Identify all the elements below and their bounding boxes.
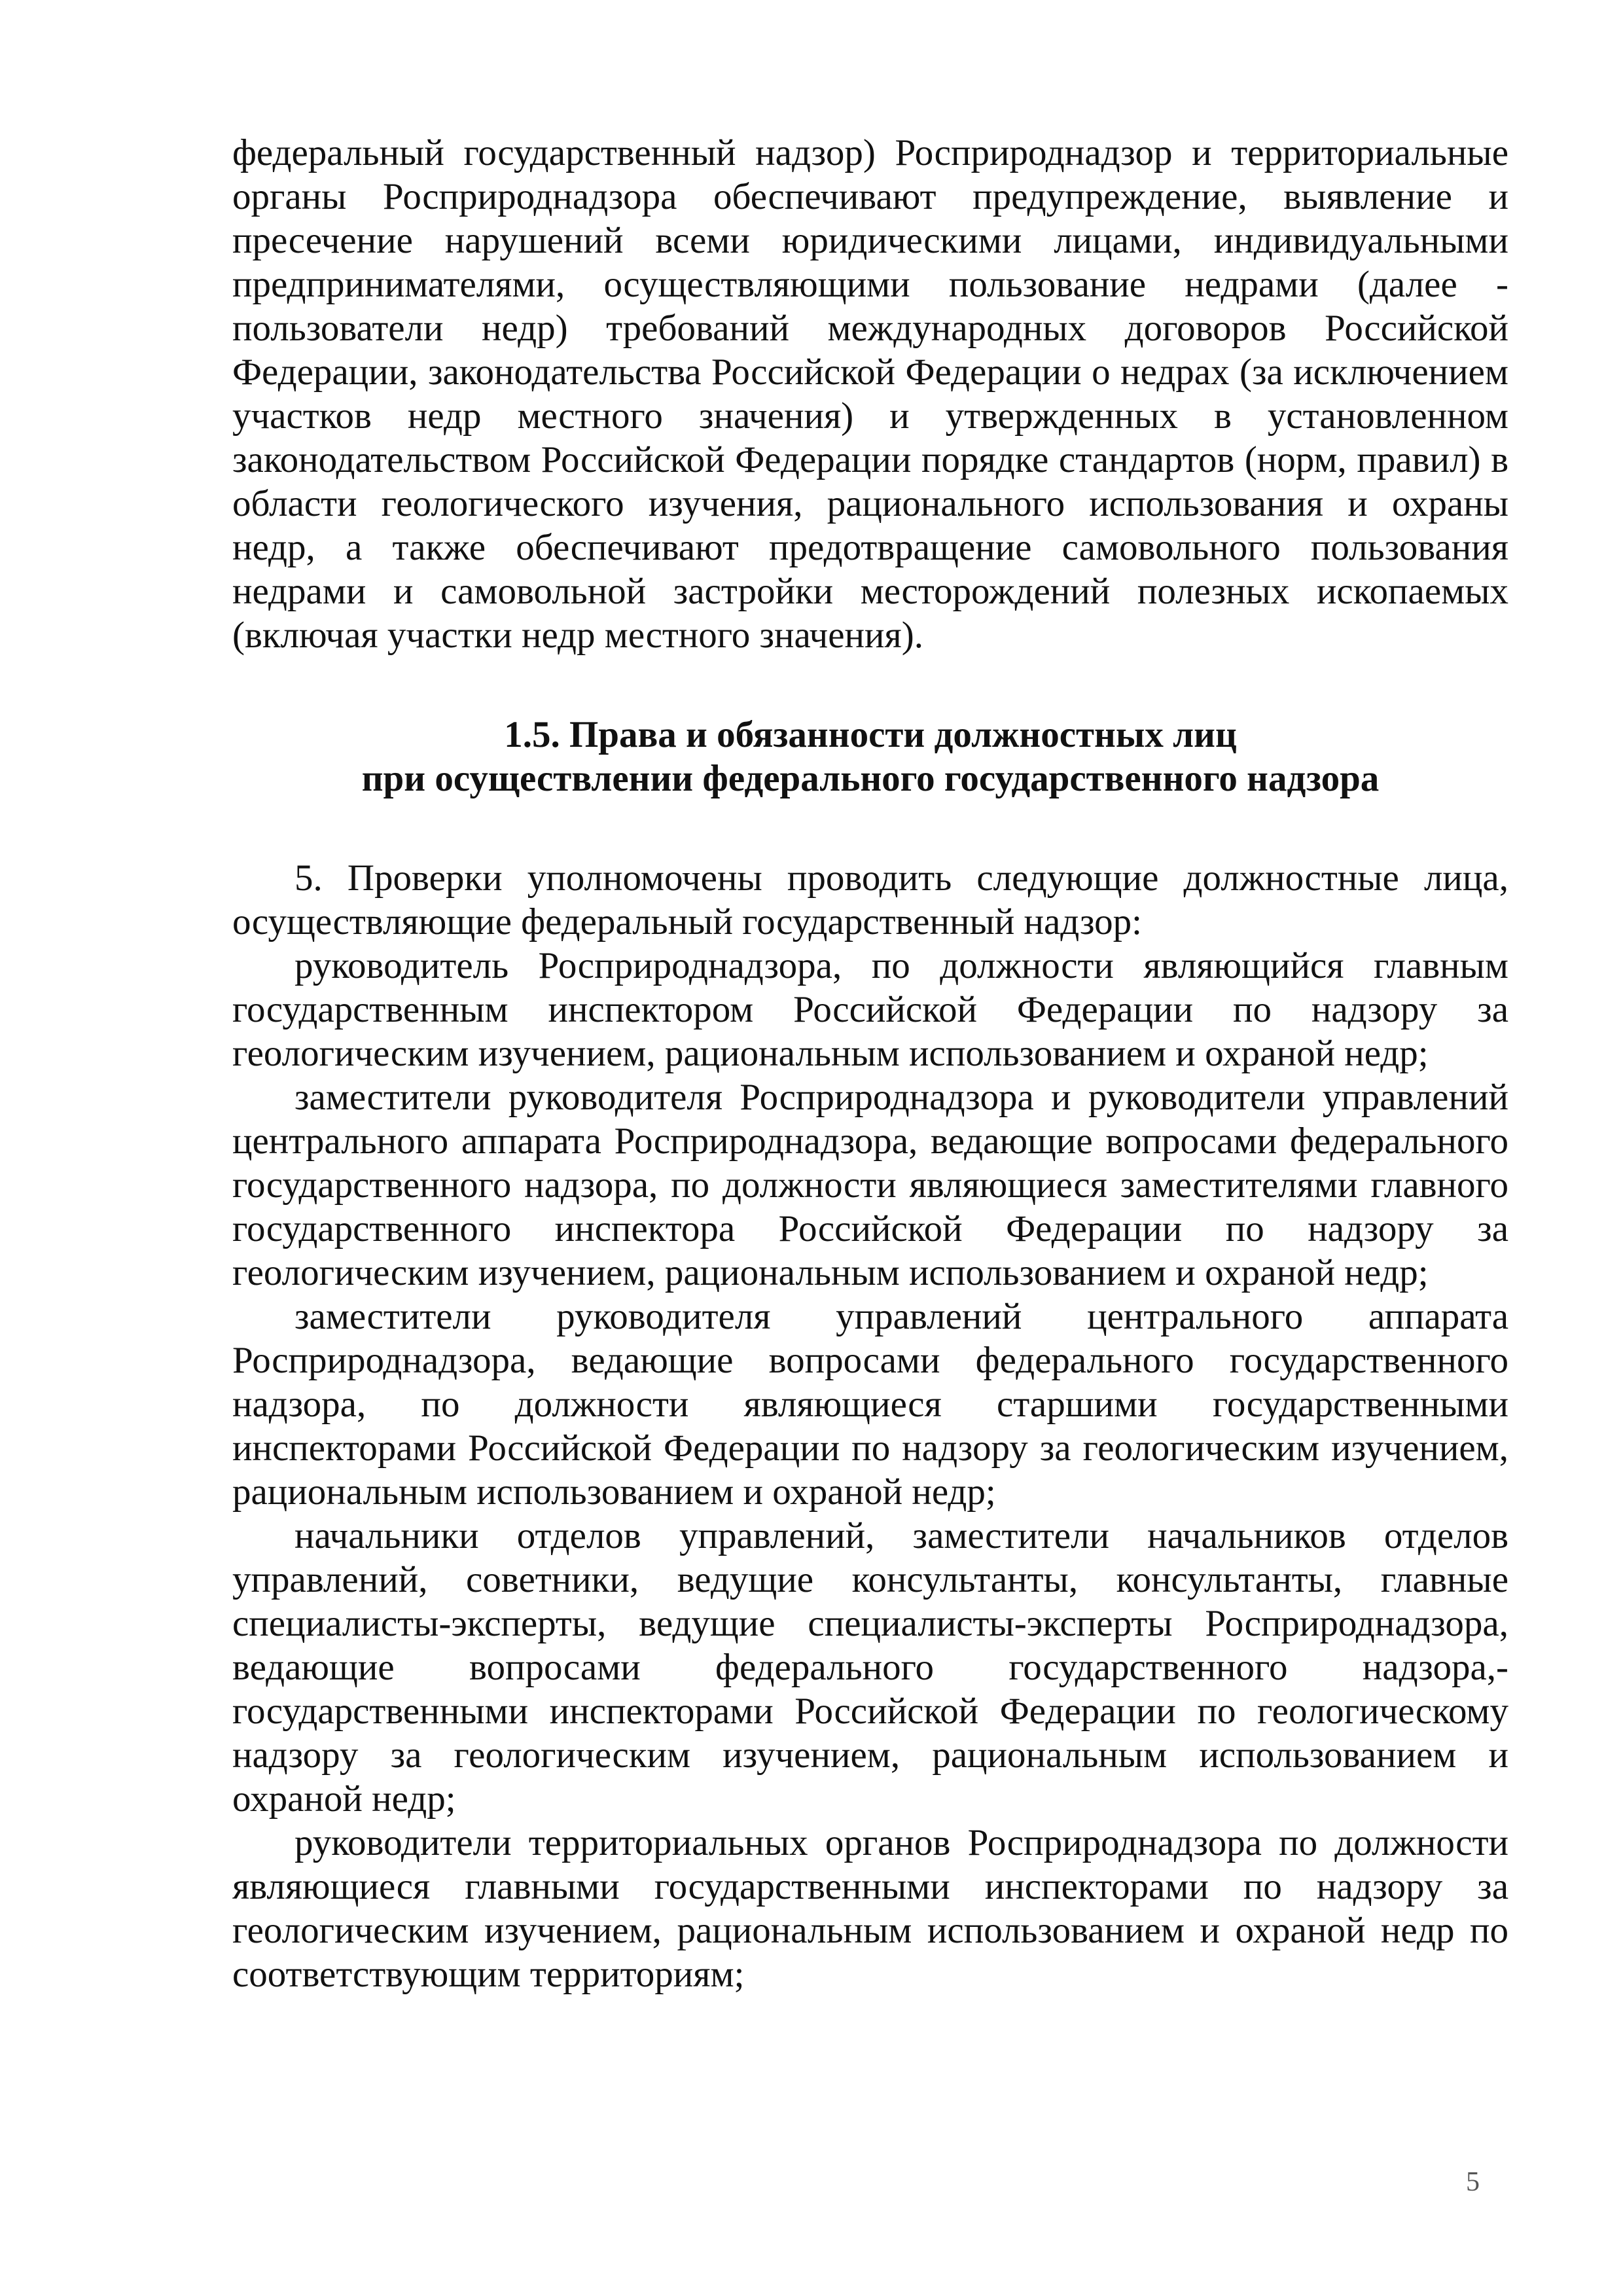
paragraph-territorial-heads: руководители территориальных органов Росприроднадзора по должности являющиеся главными государственными инспекторами по надзору за геологическим изучением, рациональным использованием и охраной недр по соответствующим территориям;	[232, 1822, 1508, 1995]
paragraph-department-staff: начальники отделов управлений, заместители начальников отделов управлений, советники, ведущие консультанты, консультанты, главные специалисты-эксперты, ведущие специалисты-эксперты Росприроднадзора, ведающие вопросами федерального государственного надзора,- государственными инспекторами Российской Федерации по геологическому надзору за геологическим изучением, рациональным использованием и охраной недр;	[232, 1515, 1508, 1820]
page-number: 5	[1466, 2167, 1480, 2197]
paragraph-deputy-heads: заместители руководителя Росприроднадзора и руководители управлений центрального аппарата Росприроднадзора, ведающие вопросами федерального государственного надзора, по должности являющиеся заместителями главного государственного инспектора Российской Федерации по надзору за геологическим изучением, рациональным использованием и охраной недр;	[232, 1077, 1508, 1293]
paragraph-deputy-department-heads: заместители руководителя управлений центрального аппарата Росприроднадзора, ведающие вопросами федерального государственного надзора, по должности являющиеся старшими государственными инспекторами Российской Федерации по надзору за геологическим изучением, рациональным использованием и охраной недр;	[232, 1296, 1508, 1513]
section-heading	[232, 713, 1508, 800]
document-body	[232, 131, 1508, 1996]
section-heading-line-1: 1.5. Права и обязанности должностных лиц	[504, 714, 1237, 755]
paragraph-5-intro: 5. Проверки уполномочены проводить следующие должностные лица, осуществляющие федеральный государственный надзор:	[232, 857, 1508, 942]
section-heading-line-2: при осуществлении федерального государственного надзора	[361, 758, 1380, 799]
continuation-paragraph: федеральный государственный надзор) Росприроднадзор и территориальные органы Росприроднадзора обеспечивают предупреждение, выявление и пресечение нарушений всеми юридическими лицами, индивидуальными предпринимателями, осуществляющими пользование недрами (далее - пользователи недр) требований международных договоров Российской Федерации, законодательства Российской Федерации о недрах (за исключением участков недр местного значения) и утвержденных в установленном законодательством Российской Федерации порядке стандартов (норм, правил) в области геологического изучения, рационального использования и охраны недр, а также обеспечивают предотвращение самовольного пользования недрами и самовольной застройки месторождений полезных ископаемых (включая участки недр местного значения).	[232, 132, 1508, 656]
paragraph-head-of-agency: руководитель Росприроднадзора, по должности являющийся главным государственным инспектором Российской Федерации по надзору за геологическим изучением, рациональным использованием и охраной недр;	[232, 945, 1508, 1074]
